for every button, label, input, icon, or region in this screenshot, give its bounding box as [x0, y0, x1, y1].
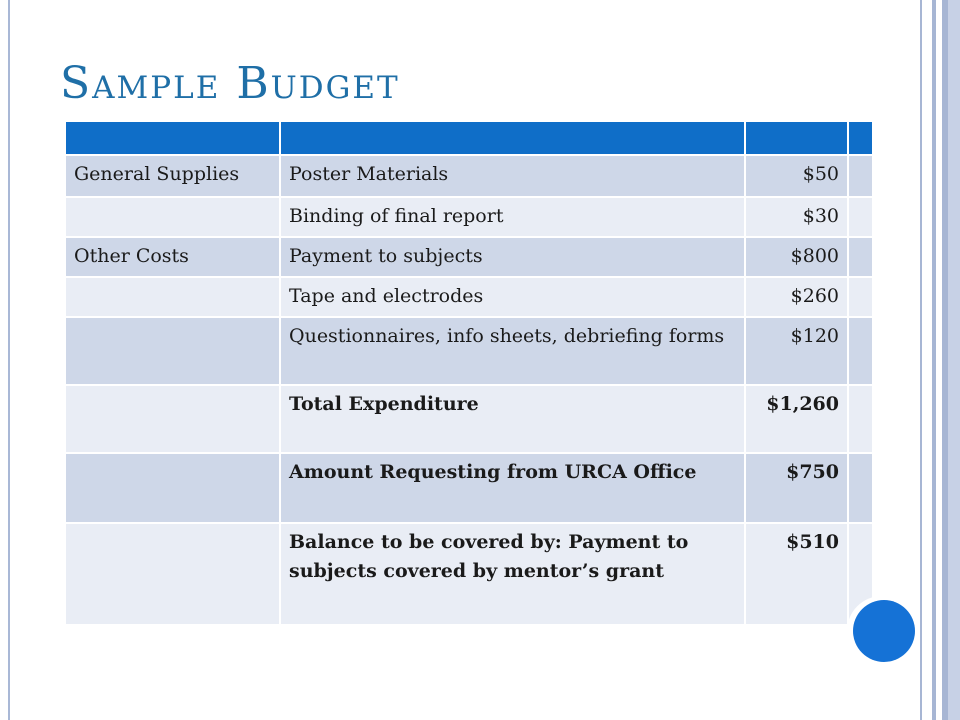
item-cell: Amount Requesting from URCA Office [280, 453, 745, 523]
table-header-row [65, 121, 873, 155]
amount-cell: $1,260 [745, 385, 848, 453]
header-cell [848, 121, 873, 155]
item-cell: Tape and electrodes [280, 277, 745, 317]
amount-cell: $120 [745, 317, 848, 385]
item-cell: Payment to subjects [280, 237, 745, 277]
table-row [65, 453, 873, 523]
table-row [65, 385, 873, 453]
decorative-circle [853, 600, 915, 662]
amount-cell: $510 [745, 523, 848, 625]
amount-cell: $260 [745, 277, 848, 317]
amount-cell: $800 [745, 237, 848, 277]
item-cell: Poster Materials [280, 155, 745, 197]
category-cell: General Supplies [65, 155, 280, 197]
budget-table [64, 120, 874, 626]
item-cell: Binding of final report [280, 197, 745, 237]
spacer-cell [848, 317, 873, 385]
category-cell [65, 197, 280, 237]
spacer-cell [848, 155, 873, 197]
spacer-cell [848, 453, 873, 523]
table-row [65, 237, 873, 277]
header-cell [65, 121, 280, 155]
category-cell [65, 317, 280, 385]
table-row [65, 197, 873, 237]
table-row [65, 523, 873, 625]
amount-cell: $30 [745, 197, 848, 237]
category-cell: Other Costs [65, 237, 280, 277]
spacer-cell [848, 385, 873, 453]
slide-left-border [8, 0, 10, 720]
table-row [65, 277, 873, 317]
header-cell [280, 121, 745, 155]
amount-cell: $50 [745, 155, 848, 197]
slide-right-stripes [918, 0, 960, 720]
item-cell: Total Expenditure [280, 385, 745, 453]
category-cell [65, 523, 280, 625]
spacer-cell [848, 277, 873, 317]
category-cell [65, 277, 280, 317]
header-cell [745, 121, 848, 155]
category-cell [65, 385, 280, 453]
amount-cell: $750 [745, 453, 848, 523]
slide-title: Sample Budget [60, 58, 400, 109]
item-cell: Balance to be covered by: Payment to subjects covered by mentor’s grant [280, 523, 745, 625]
item-cell: Questionnaires, info sheets, debriefing forms [280, 317, 745, 385]
category-cell [65, 453, 280, 523]
table-row [65, 317, 873, 385]
spacer-cell [848, 197, 873, 237]
spacer-cell [848, 237, 873, 277]
table-row [65, 155, 873, 197]
